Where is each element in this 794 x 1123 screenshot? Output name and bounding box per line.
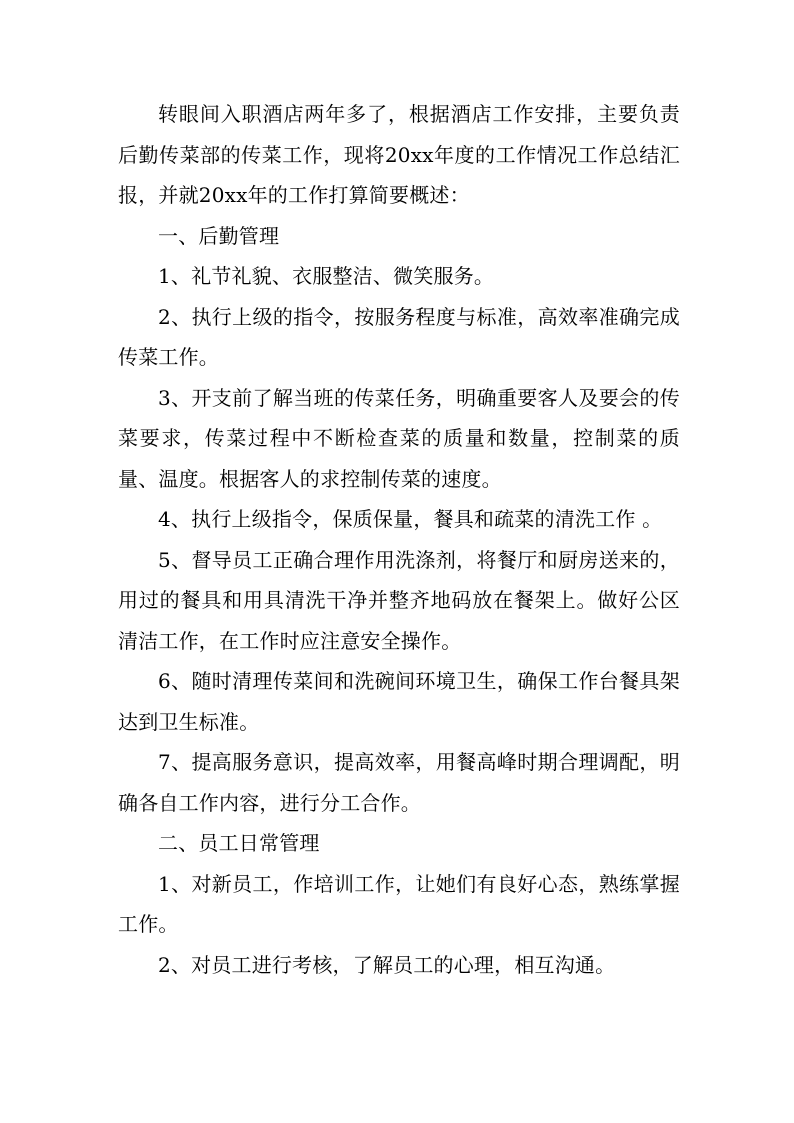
list-item: 7、提高服务意识，提高效率，用餐高峰时期合理调配，明确各自工作内容，进行分工合作。: [118, 750, 680, 815]
list-item: 3、开支前了解当班的传菜任务，明确重要客人及要会的传菜要求，传菜过程中不断检查菜的质量和数量，控制菜的质量、温度。根据客人的求控制传菜的速度。: [118, 385, 680, 491]
document-body: [118, 94, 680, 985]
section-heading-logistics: 一、后勤管理: [158, 223, 280, 248]
list-item: 4、执行上级指令，保质保量，餐具和疏菜的清洗工作 。: [158, 507, 663, 531]
list-item: 1、对新员工，作培训工作，让她们有良好心态，熟练掌握工作。: [118, 871, 680, 936]
intro-paragraph: 转眼间入职酒店两年多了，根据酒店工作安排，主要负责后勤传菜部的传菜工作，现将20xx年度的工作情况工作总结汇报，并就20xx年的工作打算简要概述：: [118, 102, 680, 207]
list-item: 2、对员工进行考核，了解员工的心理，相互沟通。: [158, 952, 616, 977]
list-item: 2、执行上级的指令，按服务程度与标准，高效率准确完成传菜工作。: [118, 304, 680, 369]
section-heading-staff: 二、员工日常管理: [158, 831, 320, 855]
list-item: 1、礼节礼貌、衣服整洁、微笑服务。: [158, 264, 495, 288]
list-item: 6、随时清理传菜间和洗碗间环境卫生，确保工作台餐具架达到卫生标准。: [118, 669, 680, 734]
list-item: 5、督导员工正确合理作用洗涤剂，将餐厅和厨房送来的，用过的餐具和用具清洗干净并整齐地码放在餐架上。做好公区清洁工作，在工作时应注意安全操作。: [118, 547, 680, 653]
